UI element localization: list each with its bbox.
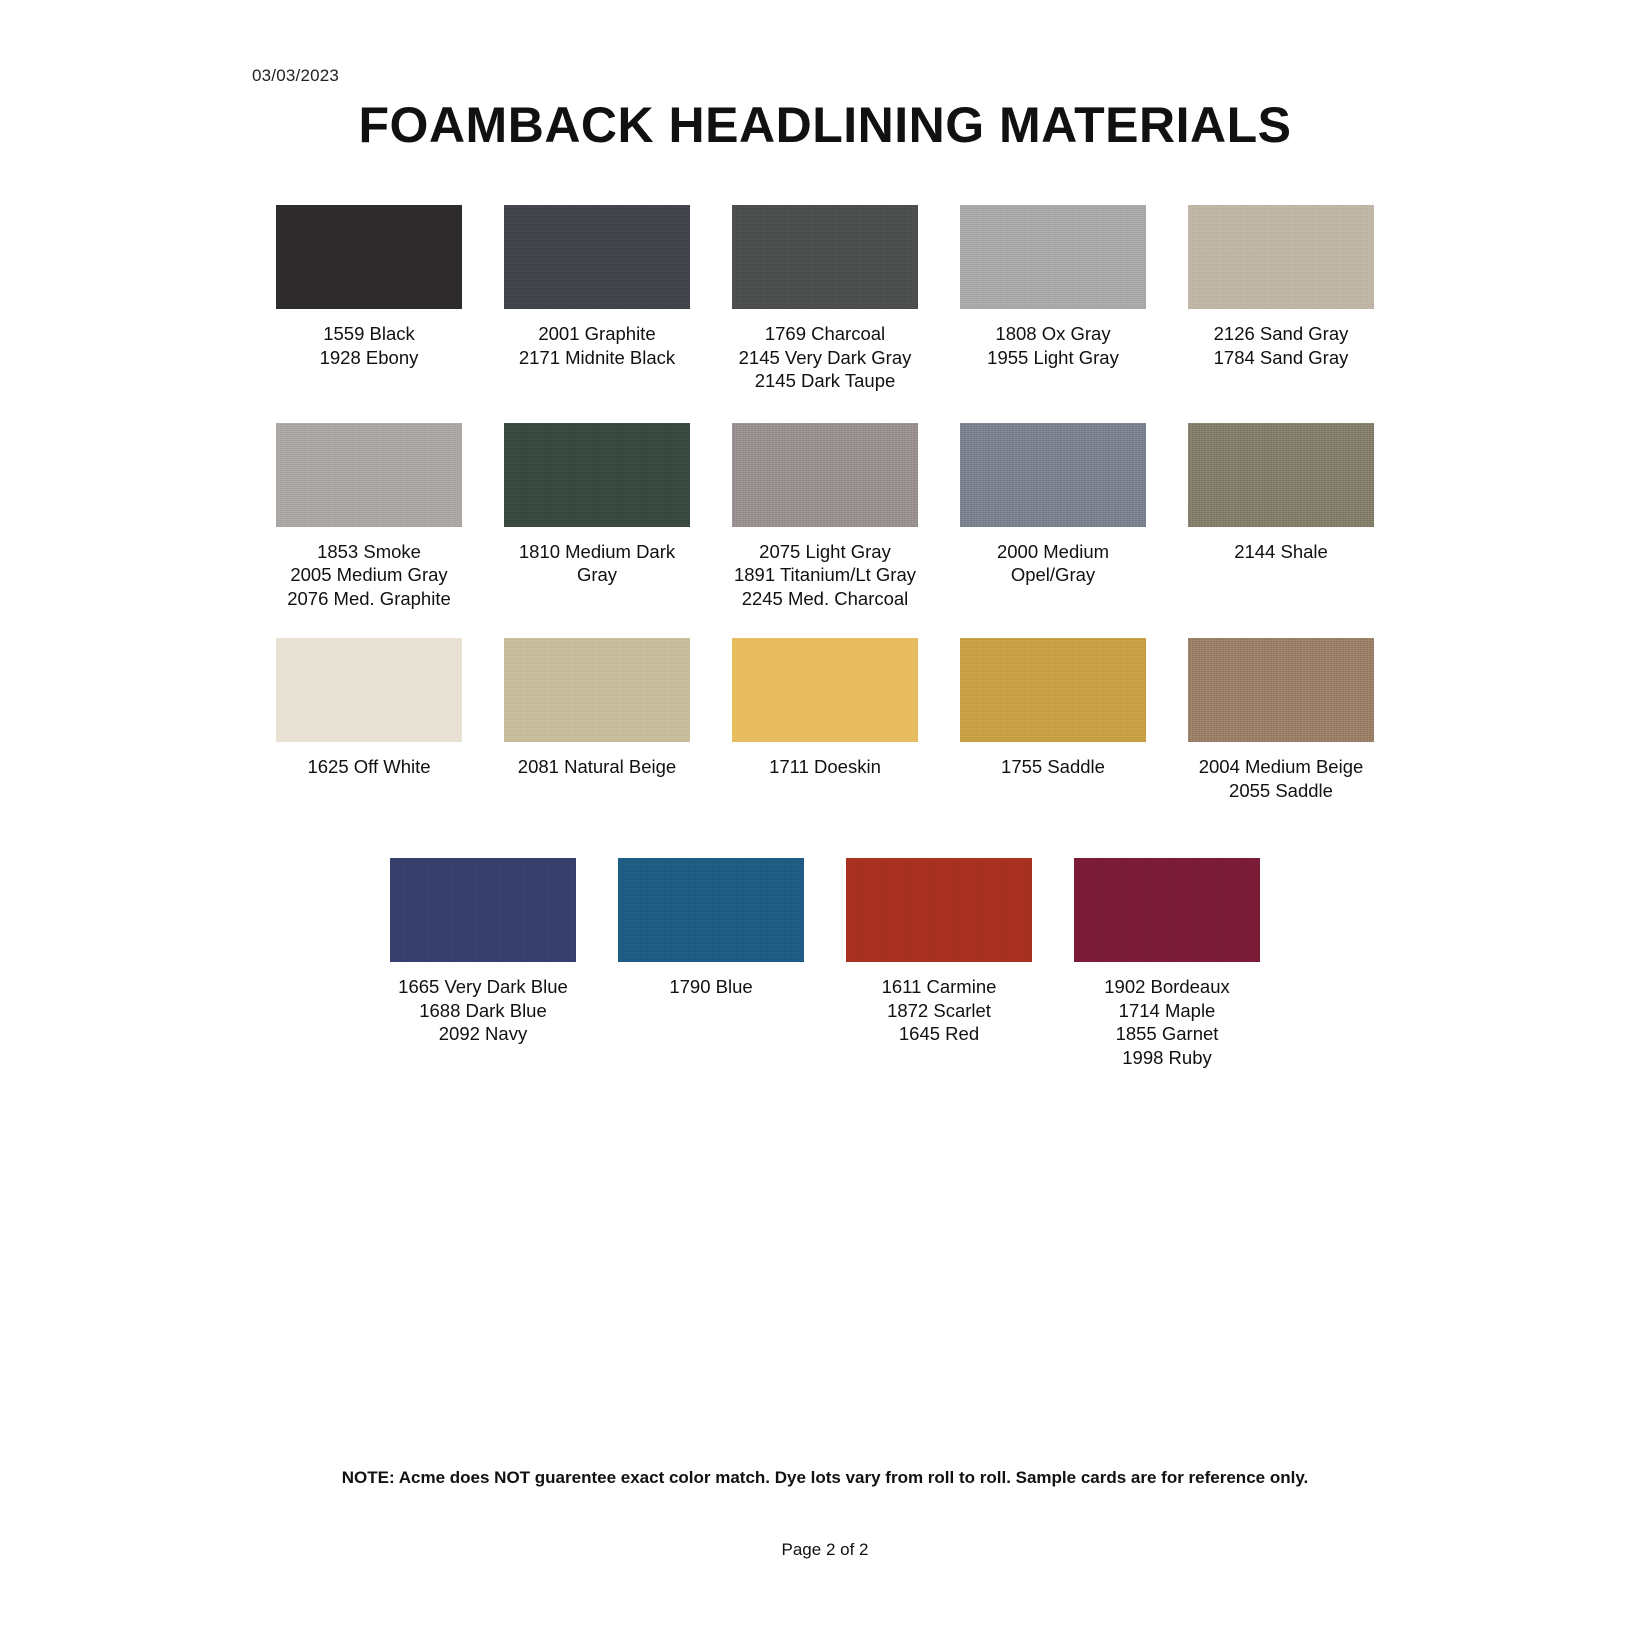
swatch-label-line: 2145 Very Dark Gray [738,346,912,368]
swatch-labels [715,540,935,611]
swatch-label-line: 1891 Titanium/Lt Gray [733,564,916,585]
fabric-texture [276,423,462,527]
swatch-label-line: 2001 Graphite [538,323,656,344]
swatch-labels [487,322,707,369]
swatch-label-line: 1625 Off White [307,756,431,777]
fabric-texture [618,858,804,962]
swatch-cell[interactable] [369,858,597,1046]
swatch-label-line: 1784 Sand Gray [1213,346,1349,368]
fabric-texture [846,858,1032,962]
disclaimer-note: NOTE: Acme does NOT guarentee exact color match. Dye lots vary from roll to roll. Sample cards are for reference only. [341,1468,1309,1487]
swatch-cell[interactable] [1053,858,1281,1069]
color-swatch[interactable] [1188,638,1374,742]
swatch-labels [943,540,1163,587]
color-swatch[interactable] [732,423,918,527]
swatch-cell[interactable] [255,423,483,611]
swatch-labels [601,975,821,999]
color-swatch[interactable] [846,858,1032,962]
swatch-cell[interactable] [255,638,483,779]
swatch-label-line: Opel/Gray [1010,564,1096,585]
swatch-label-line: 2092 Navy [438,1023,528,1044]
swatch-label-line: 1872 Scarlet [887,999,991,1021]
swatch-labels [1171,540,1391,564]
swatch-label-line: 2004 Medium Beige [1198,756,1364,777]
swatch-cell[interactable] [597,858,825,999]
swatch-cell[interactable] [939,423,1167,587]
swatch-row [255,638,1395,802]
swatch-label-line: 2145 Dark Taupe [754,370,896,391]
swatch-label-line: 1855 Garnet [1115,1023,1219,1044]
swatch-label-line: 2245 Med. Charcoal [741,587,909,609]
fabric-texture [960,638,1146,742]
swatch-cell[interactable] [939,205,1167,369]
swatch-label-line: 1611 Carmine [881,976,997,997]
fabric-texture [504,638,690,742]
swatch-label-line: 2126 Sand Gray [1213,323,1349,344]
color-swatch[interactable] [732,638,918,742]
page-footer: Page 2 of 2 [781,1540,869,1559]
fabric-texture [1188,423,1374,527]
swatch-labels [943,755,1163,779]
swatch-labels [259,755,479,779]
swatch-label-line: 1955 Light Gray [987,346,1119,368]
swatch-label-line: 2000 Medium [996,540,1110,562]
fabric-texture [504,423,690,527]
fabric-texture [960,205,1146,309]
swatch-label-line: 1902 Bordeaux [1104,976,1230,997]
color-swatch[interactable] [276,638,462,742]
color-swatch[interactable] [618,858,804,962]
swatch-label-line: 1559 Black [323,323,415,344]
swatch-labels [1171,322,1391,369]
swatch-grid [255,205,1395,1069]
fabric-texture [390,858,576,962]
color-swatch[interactable] [276,205,462,309]
swatch-label-line: Gray [576,564,618,585]
swatch-cell[interactable] [711,205,939,393]
page-title: FOAMBACK HEADLINING MATERIALS [358,97,1292,153]
fabric-texture [276,638,462,742]
fabric-texture [960,423,1146,527]
swatch-label-line: 1688 Dark Blue [419,999,547,1021]
swatch-label-line: 1810 Medium Dark [518,540,676,562]
swatch-cell[interactable] [255,205,483,369]
swatch-label-line: 1714 Maple [1118,999,1216,1021]
swatch-label-line: 1928 Ebony [319,346,419,368]
color-swatch[interactable] [390,858,576,962]
swatch-cell[interactable] [483,638,711,779]
swatch-cell[interactable] [939,638,1167,779]
fabric-texture [732,423,918,527]
swatch-labels [1171,755,1391,802]
swatch-labels [373,975,593,1046]
swatch-label-line: 2055 Saddle [1229,779,1333,801]
swatch-labels [943,322,1163,369]
color-swatch[interactable] [276,423,462,527]
swatch-cell[interactable] [483,423,711,587]
document-date: 03/03/2023 [252,66,340,85]
color-swatch[interactable] [504,423,690,527]
color-swatch[interactable] [960,423,1146,527]
fabric-texture [1188,205,1374,309]
swatch-label-line: 2075 Light Gray [759,540,891,562]
swatch-cell[interactable] [483,205,711,369]
swatch-labels [715,755,935,779]
swatch-row [255,423,1395,611]
fabric-texture [732,638,918,742]
swatch-label-line: 1755 Saddle [1001,756,1105,777]
swatch-labels [715,322,935,393]
color-swatch[interactable] [504,205,690,309]
swatch-label-line: 1711 Doeskin [769,756,881,777]
fabric-texture [504,205,690,309]
swatch-cell[interactable] [825,858,1053,1046]
swatch-cell[interactable] [1167,205,1395,369]
swatch-label-line: 2076 Med. Graphite [287,587,451,609]
color-swatch[interactable] [1188,205,1374,309]
fabric-texture [732,205,918,309]
swatch-labels [487,755,707,779]
swatch-cell[interactable] [711,423,939,611]
swatch-label-line: 1665 Very Dark Blue [398,976,568,997]
color-swatch[interactable] [960,638,1146,742]
swatch-label-line: 2005 Medium Gray [290,564,448,585]
fabric-texture [276,205,462,309]
swatch-label-line: 1769 Charcoal [764,323,886,344]
swatch-label-line: 2171 Midnite Black [518,346,676,368]
color-swatch[interactable] [960,205,1146,309]
color-swatch[interactable] [1074,858,1260,962]
swatch-labels [487,540,707,587]
color-swatch[interactable] [1188,423,1374,527]
swatch-labels [829,975,1049,1046]
swatch-row [255,205,1395,393]
swatch-cell[interactable] [1167,638,1395,802]
swatch-cell[interactable] [711,638,939,779]
swatch-label-line: 2144 Shale [1234,540,1328,562]
swatch-cell[interactable] [1167,423,1395,564]
swatch-label-line: 1998 Ruby [1122,1046,1212,1068]
color-swatch[interactable] [732,205,918,309]
swatch-row [255,858,1395,1069]
swatch-label-line: 1790 Blue [669,976,753,997]
color-swatch[interactable] [504,638,690,742]
swatch-label-line: 1808 Ox Gray [995,323,1111,344]
swatch-label-line: 1853 Smoke [317,540,421,562]
swatch-labels [259,322,479,369]
swatch-label-line: 1645 Red [898,1023,980,1044]
swatch-labels [1057,975,1277,1069]
swatch-label-line: 2081 Natural Beige [517,756,677,777]
swatch-labels [259,540,479,611]
fabric-texture [1188,638,1374,742]
fabric-texture [1074,858,1260,962]
